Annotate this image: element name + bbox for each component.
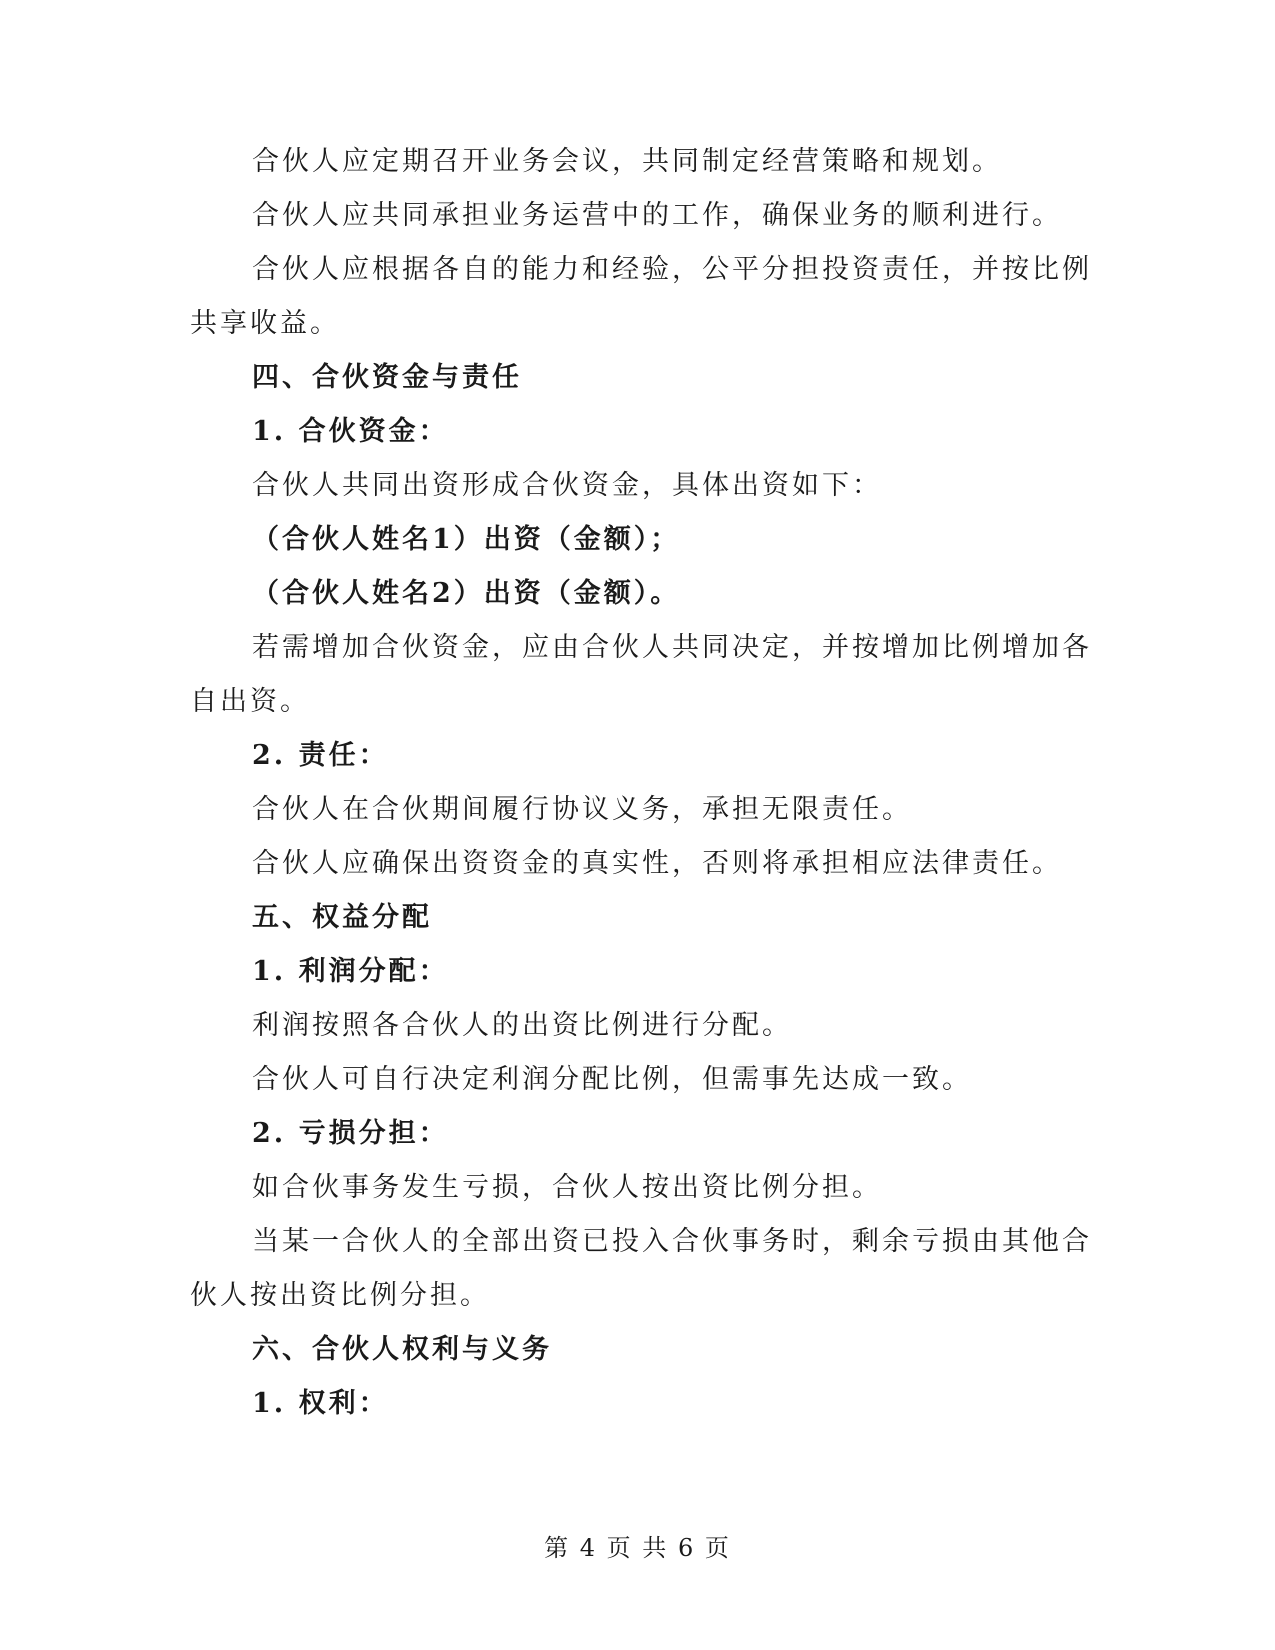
paragraph-line: 合伙人共同出资形成合伙资金，具体出资如下： xyxy=(252,470,882,501)
subsection-heading: 2. 亏损分担： xyxy=(252,1118,449,1149)
paragraph-line: 利润按照各合伙人的出资比例进行分配。 xyxy=(252,1010,792,1041)
paragraph-line: 自出资。 xyxy=(190,686,310,717)
paragraph-line: 如合伙事务发生亏损，合伙人按出资比例分担。 xyxy=(252,1172,882,1203)
paragraph-line: 当某一合伙人的全部出资已投入合伙事务时，剩余亏损由其他合 xyxy=(252,1226,1092,1257)
paragraph-line: 合伙人在合伙期间履行协议义务，承担无限责任。 xyxy=(252,794,912,825)
page-number-footer: 第 4 页 共 6 页 xyxy=(544,1534,731,1562)
contribution-line: （合伙人姓名1）出资（金额）； xyxy=(252,524,681,555)
paragraph-line: 合伙人应确保出资资金的真实性，否则将承担相应法律责任。 xyxy=(252,848,1062,879)
contribution-line: （合伙人姓名2）出资（金额）。 xyxy=(252,578,681,609)
paragraph-line: 合伙人应共同承担业务运营中的工作，确保业务的顺利进行。 xyxy=(252,200,1062,231)
subsection-heading: 1. 利润分配： xyxy=(252,956,449,987)
section-heading: 四、合伙资金与责任 xyxy=(252,362,522,393)
subsection-heading: 2. 责任： xyxy=(252,740,389,771)
paragraph-line: 若需增加合伙资金，应由合伙人共同决定，并按增加比例增加各 xyxy=(252,632,1092,663)
subsection-heading: 1. 权利： xyxy=(252,1388,389,1419)
paragraph-line: 合伙人应定期召开业务会议，共同制定经营策略和规划。 xyxy=(252,146,1002,177)
section-heading: 五、权益分配 xyxy=(252,902,432,933)
subsection-heading: 1. 合伙资金： xyxy=(252,416,449,447)
section-heading: 六、合伙人权利与义务 xyxy=(252,1334,552,1365)
paragraph-line: 合伙人可自行决定利润分配比例，但需事先达成一致。 xyxy=(252,1064,972,1095)
paragraph-line: 共享收益。 xyxy=(190,308,340,339)
paragraph-line: 伙人按出资比例分担。 xyxy=(190,1280,490,1311)
paragraph-line: 合伙人应根据各自的能力和经验，公平分担投资责任，并按比例 xyxy=(252,254,1092,285)
